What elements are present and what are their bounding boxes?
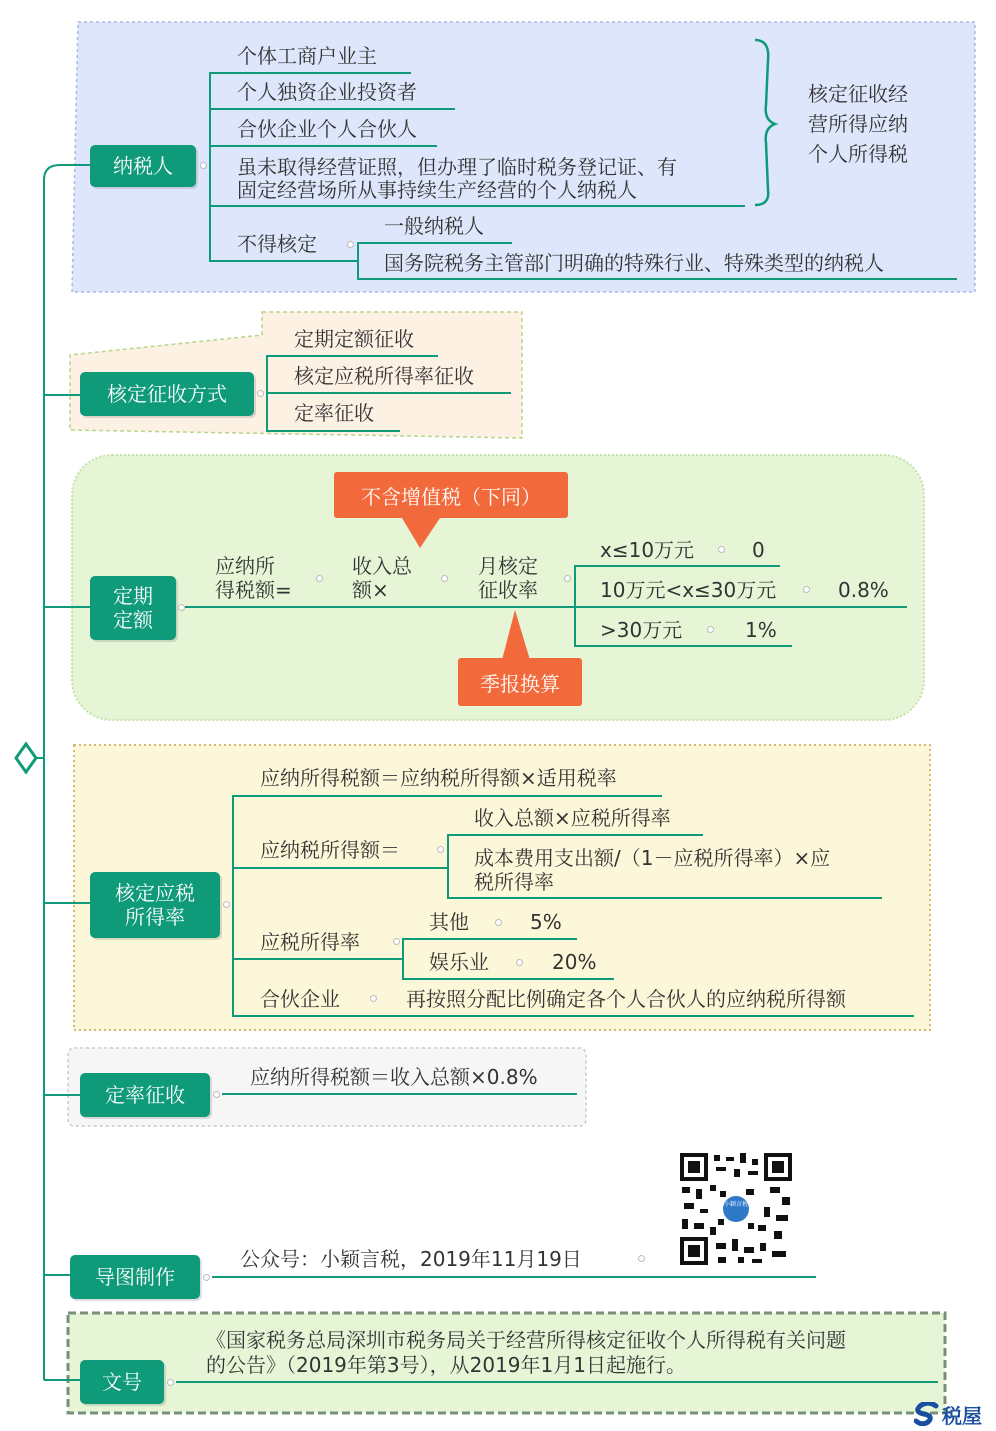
fixed-formula-c-line2: 征收率 <box>478 578 538 602</box>
taxpayer-item-1: 个体工商户业主 <box>237 44 377 68</box>
partner-text: 再按照分配比例确定各个人合伙人的应纳税所得额 <box>406 987 846 1011</box>
maker-text: 公众号：小颖言税，2019年11月19日 <box>240 1247 582 1271</box>
fixed-label-line2: 定额 <box>113 608 153 632</box>
method-item-3: 定率征收 <box>294 401 374 425</box>
rate-value-1: 5% <box>530 910 562 934</box>
brace-note-line1: 核定征收经 <box>808 82 908 106</box>
fixed-rate-node[interactable]: 定率征收 <box>80 1073 210 1117</box>
taxpayer-special-line2: 固定经营场所从事持续生产经营的个人纳税人 <box>237 178 637 202</box>
taxpayer-node[interactable]: 纳税人 <box>90 145 196 187</box>
tier-range-2: 10万元<x≤30万元 <box>600 578 777 602</box>
brace-note-line3: 个人所得税 <box>808 142 908 166</box>
brand-logo[interactable] <box>914 1400 982 1428</box>
fixed-formula-a-line1: 应纳所 <box>215 554 275 578</box>
partner-label: 合伙企业 <box>260 987 340 1011</box>
excluded-item-1: 一般纳税人 <box>384 214 484 238</box>
taxable-opt1: 收入总额×应税所得率 <box>474 806 671 830</box>
excluded-label: 不得核定 <box>237 232 317 256</box>
taxable-opt2-line1: 成本费用支出额/（1－应税所得率）×应 <box>474 846 831 870</box>
callout-bottom: 季报换算 <box>458 658 582 706</box>
maker-node[interactable]: 导图制作 <box>70 1255 200 1299</box>
taxable-label: 应纳税所得额＝ <box>260 838 400 862</box>
brand-s-icon <box>914 1402 940 1426</box>
qr-code-graphic <box>680 1153 792 1265</box>
rate-value-2: 20% <box>552 950 597 974</box>
taxable-opt2-line2: 税所得率 <box>474 870 554 894</box>
brand-name: 税屋 <box>942 1403 982 1428</box>
rate-formula-tax: 应纳所得税额＝应纳税所得额×适用税率 <box>260 766 617 790</box>
taxpayer-item-2: 个人独资企业投资者 <box>237 80 417 104</box>
tier-rate-2: 0.8% <box>838 578 889 602</box>
fixed-formula-b-line1: 收入总 <box>352 554 412 578</box>
fixed-label-line1: 定期 <box>113 584 153 608</box>
qr-center-text: 小颖言税 <box>724 1201 749 1208</box>
fixed-formula-a-line2: 得税额= <box>215 578 292 602</box>
fixed-formula-c-line1: 月核定 <box>478 554 538 578</box>
document-line2: 的公告》（2019年第3号），从2019年1月1日起施行。 <box>206 1353 686 1377</box>
rate-name-2: 娱乐业 <box>429 950 489 974</box>
fixed-formula-b-line2: 额× <box>352 578 389 602</box>
methods-node[interactable]: 核定征收方式 <box>80 372 254 416</box>
taxpayer-item-3: 合伙企业个人合伙人 <box>237 117 417 141</box>
rate-node[interactable] <box>90 872 220 938</box>
tier-rate-3: 1% <box>745 618 777 642</box>
rate-label-line2: 所得率 <box>125 905 185 929</box>
fixed-rate-formula: 应纳所得税额＝收入总额×0.8% <box>250 1065 538 1089</box>
excluded-item-2: 国务院税务主管部门明确的特殊行业、特殊类型的纳税人 <box>384 251 884 275</box>
qr-code[interactable] <box>680 1153 792 1265</box>
rate-label: 应税所得率 <box>260 930 360 954</box>
method-item-1: 定期定额征收 <box>294 327 414 351</box>
document-node[interactable]: 文号 <box>80 1360 164 1404</box>
tier-rate-1: 0 <box>752 538 765 562</box>
method-item-2: 核定应税所得率征收 <box>294 364 474 388</box>
rate-label-line1: 核定应税 <box>115 881 195 905</box>
brace-note-line2: 营所得应纳 <box>808 112 908 136</box>
rate-name-1: 其他 <box>429 910 469 934</box>
document-line1: 《国家税务总局深圳市税务局关于经营所得核定征收个人所得税有关问题 <box>206 1328 846 1352</box>
tier-range-3: >30万元 <box>600 618 683 642</box>
tier-range-1: x≤10万元 <box>600 538 695 562</box>
callout-top: 不含增值税（下同） <box>334 472 568 518</box>
taxpayer-special-line1: 虽未取得经营证照，但办理了临时税务登记证、有 <box>237 155 677 179</box>
